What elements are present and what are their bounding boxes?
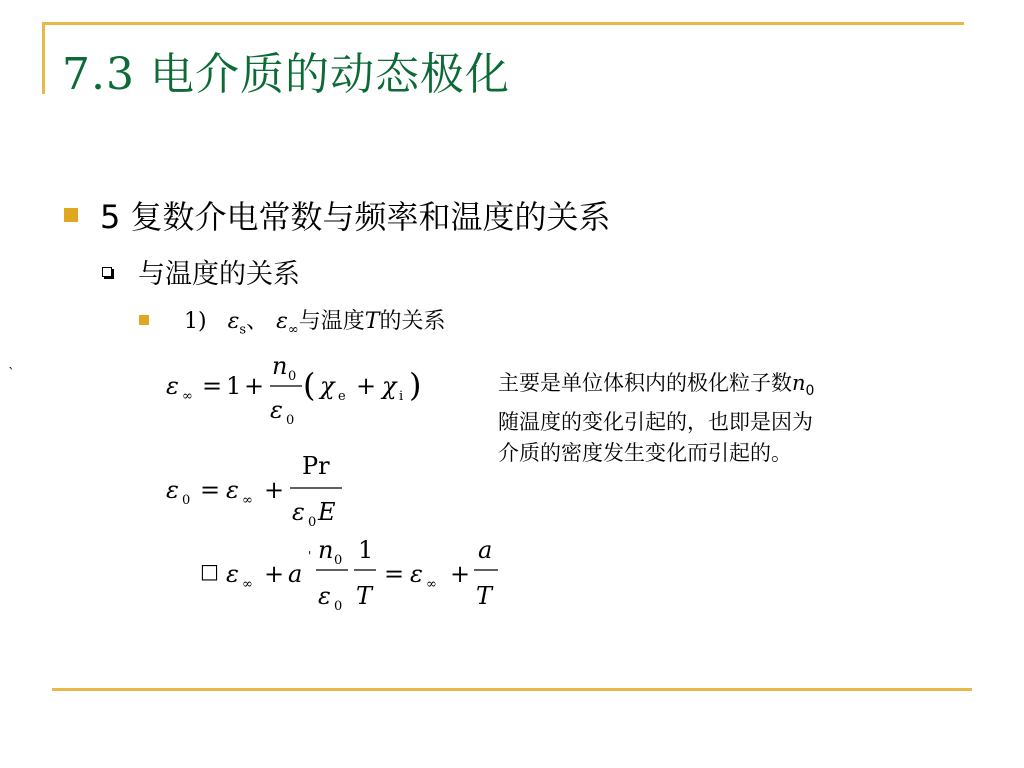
eq1-numerator-sub-zero: 0 bbox=[288, 369, 297, 384]
eq1-numerator-n: n bbox=[272, 352, 288, 380]
bullet-level3-text: 与温度 bbox=[298, 309, 365, 334]
note-variable-n: n bbox=[792, 371, 806, 395]
bullet-level3-tail: 的关系 bbox=[379, 309, 446, 334]
eq3-numerator-one: 1 bbox=[358, 536, 374, 564]
slide-title: 7.3 电介质的动态极化 bbox=[62, 49, 510, 100]
eq2-numerator-pr: Pr bbox=[302, 452, 330, 480]
eq1-chi-i: χ bbox=[382, 372, 397, 400]
note-subscript: 0 bbox=[805, 383, 815, 400]
equation-1 bbox=[166, 352, 421, 428]
eq3-sub-infinity-2: ∞ bbox=[426, 577, 437, 592]
eq3-numerator-sub-zero: 0 bbox=[334, 553, 343, 568]
eq2-denominator-sub-zero: 0 bbox=[308, 515, 317, 530]
eq3-a: a bbox=[288, 560, 303, 588]
epsilon-symbol: ε bbox=[227, 309, 240, 334]
eq1-plus-2: + bbox=[356, 372, 377, 400]
eq3-plus: + bbox=[264, 560, 285, 588]
subscript-s: s bbox=[239, 322, 247, 338]
eq1-plus: + bbox=[244, 372, 265, 400]
eq3-epsilon-inf-2: ε bbox=[410, 560, 423, 588]
eq2-epsilon-inf: ε bbox=[226, 476, 239, 504]
eq1-sub-infinity: ∞ bbox=[182, 389, 193, 404]
eq3-equals: = bbox=[384, 560, 405, 588]
equation-2 bbox=[166, 452, 342, 530]
separator: 、 bbox=[246, 309, 269, 334]
stray-tick-mark: ` bbox=[8, 366, 15, 382]
eq2-sub-zero: 0 bbox=[182, 493, 191, 508]
eq3-denominator-T: T bbox=[356, 582, 373, 610]
bullet-level3-number: 1) bbox=[184, 309, 207, 334]
note-line-2: 随温度的变化引起的，也即是因为 bbox=[498, 410, 813, 435]
epsilon-symbol-2: ε bbox=[276, 309, 288, 334]
eq1-epsilon: ε bbox=[166, 372, 179, 400]
eq3-numerator-a: a bbox=[478, 536, 493, 564]
eq3-prime: ' bbox=[308, 549, 312, 563]
eq1-left-paren: ( bbox=[303, 366, 316, 404]
bottom-rule bbox=[52, 688, 972, 691]
eq1-sub-e: e bbox=[338, 389, 346, 404]
eq1-denominator-epsilon: ε bbox=[270, 396, 283, 424]
eq2-equals: = bbox=[200, 476, 221, 504]
eq3-denominator-sub-zero: 0 bbox=[334, 599, 343, 614]
eq1-chi-e: χ bbox=[320, 372, 335, 400]
eq2-denominator-epsilon: ε bbox=[292, 498, 305, 526]
eq3-denominator-epsilon: ε bbox=[318, 582, 331, 610]
eq1-sub-i: i bbox=[399, 389, 404, 404]
equation-3 bbox=[200, 536, 498, 614]
eq1-equals: = bbox=[202, 372, 223, 400]
eq2-denominator-E: E bbox=[318, 498, 336, 526]
eq2-sub-infinity: ∞ bbox=[242, 493, 253, 508]
eq3-epsilon-inf: ε bbox=[226, 560, 239, 588]
note-line-1: 主要是单位体积内的极化粒子数$n_0$ bbox=[498, 371, 815, 400]
eq2-plus: + bbox=[264, 476, 285, 504]
eq3-numerator-n: n bbox=[318, 536, 334, 564]
eq3-denominator-T-2: T bbox=[476, 582, 493, 610]
eq3-plus-2: + bbox=[450, 560, 471, 588]
variable-T: T bbox=[364, 309, 380, 334]
subscript-infinity: ∞ bbox=[287, 322, 299, 338]
eq2-epsilon-zero: ε bbox=[166, 476, 179, 504]
eq1-one: 1 bbox=[226, 372, 242, 400]
eq1-denominator-sub-zero: 0 bbox=[286, 413, 295, 428]
eq3-box-glyph: □ bbox=[200, 559, 219, 583]
bullet-level1: 5 复数介电常数与频率和温度的关系 bbox=[100, 198, 611, 236]
note-line-3: 介质的密度发生变化而引起的。 bbox=[498, 441, 792, 466]
bullet-level2: 与温度的关系 bbox=[138, 259, 300, 290]
eq1-right-paren: ) bbox=[409, 366, 422, 404]
eq3-sub-infinity: ∞ bbox=[242, 577, 253, 592]
